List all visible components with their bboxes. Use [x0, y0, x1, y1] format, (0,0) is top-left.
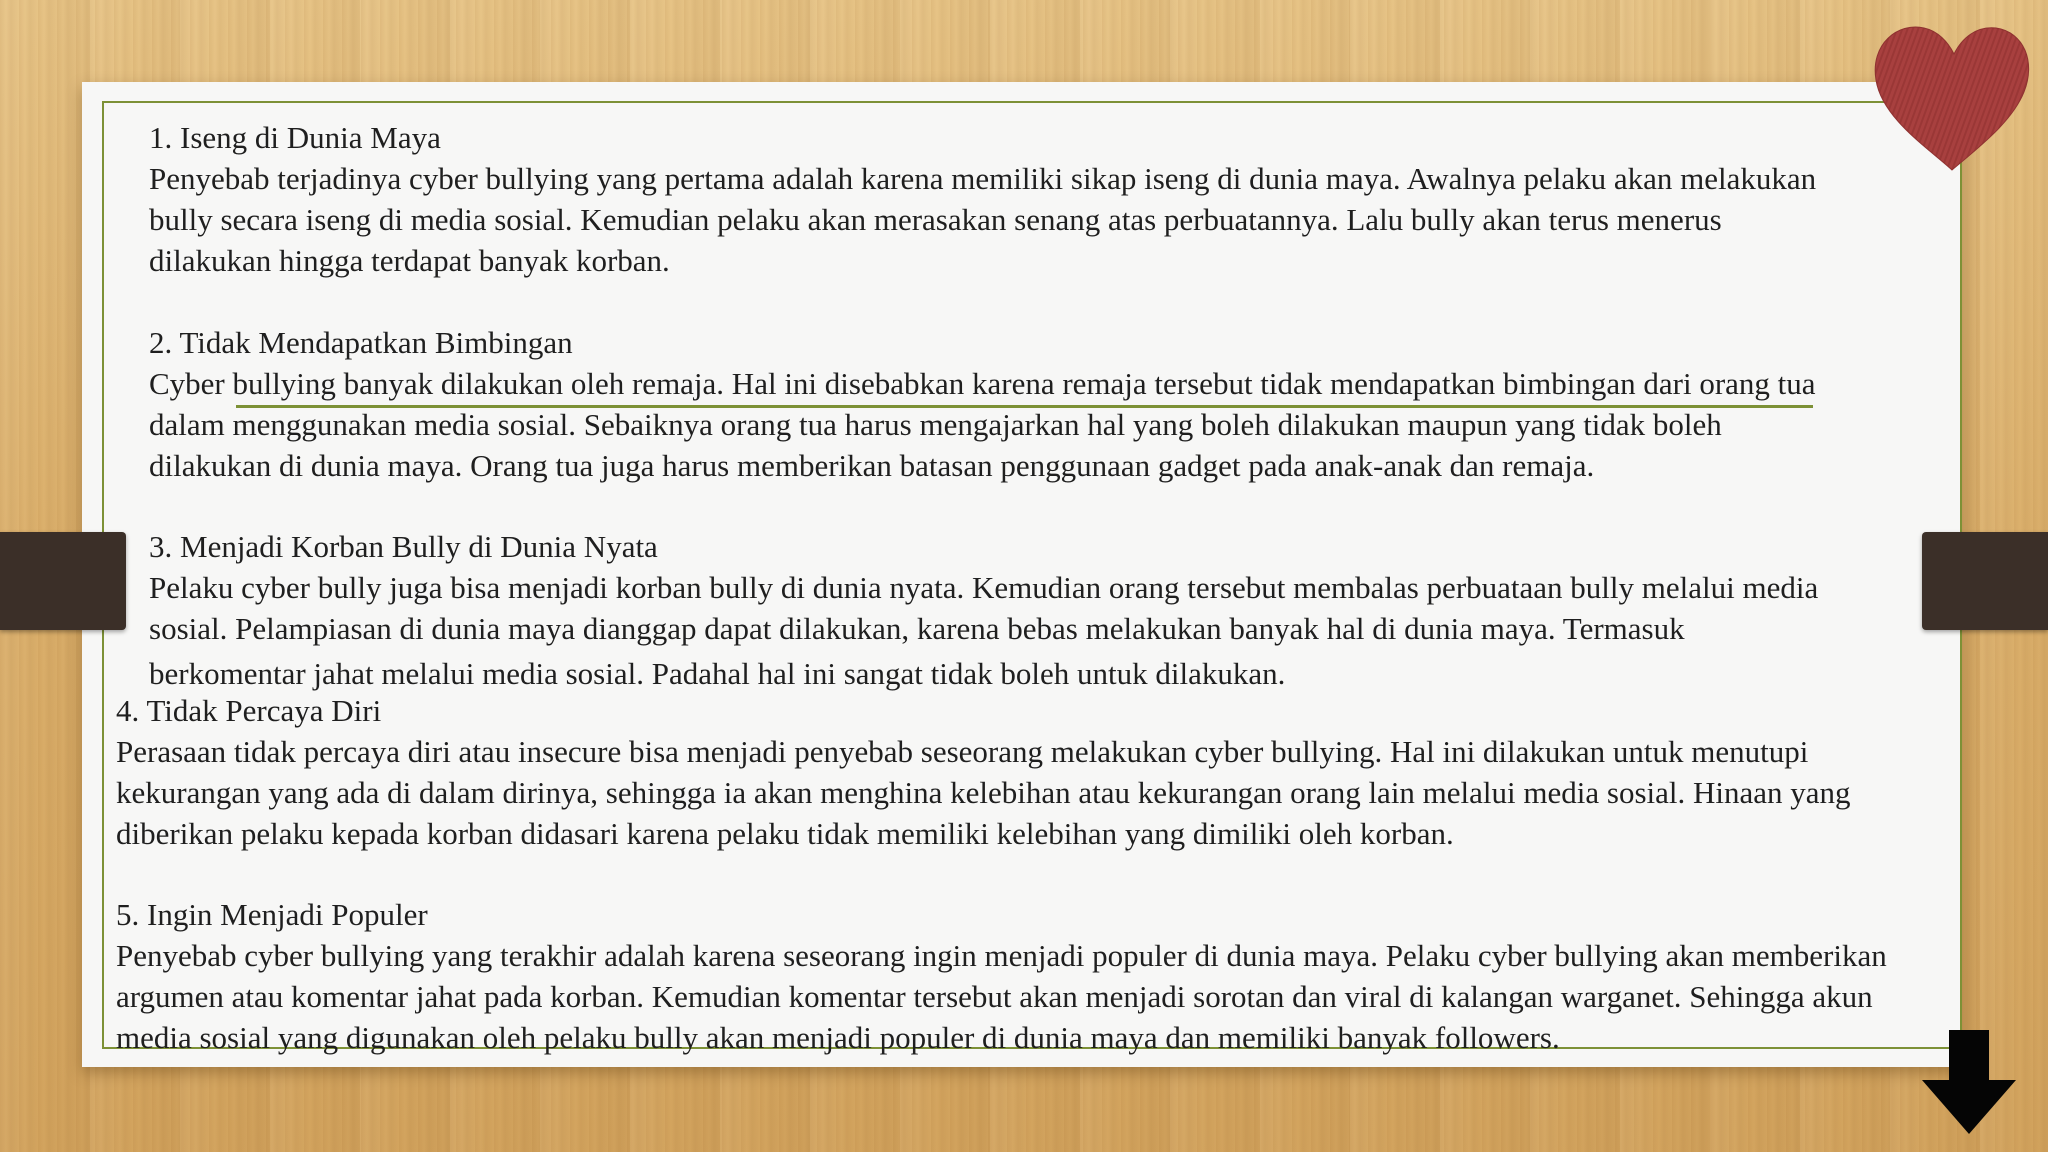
- section-1: [149, 117, 1816, 281]
- section-heading: 2. Tidak Mendapatkan Bimbingan: [149, 325, 573, 360]
- section-heading: 3. Menjadi Korban Bully di Dunia Nyata: [149, 529, 658, 564]
- left-strap: [0, 532, 126, 630]
- section-line: diberikan pelaku kepada korban didasari karena pelaku tidak memiliki kelebihan yang dimiliki oleh korban.: [116, 816, 1454, 851]
- section-line: Penyebab cyber bullying yang terakhir adalah karena seseorang ingin menjadi populer di dunia maya. Pelaku cyber bullying akan memberikan: [116, 938, 1887, 973]
- section-line: dilakukan di dunia maya. Orang tua juga harus memberikan batasan penggunaan gadget pada anak-anak dan remaja.: [149, 448, 1595, 483]
- section-line: dilakukan hingga terdapat banyak korban.: [149, 243, 670, 278]
- section-line: Pelaku cyber bully juga bisa menjadi korban bully di dunia nyata. Kemudian orang tersebut membalas perbuataan bully melalui media: [149, 570, 1819, 605]
- section-heading: 1. Iseng di Dunia Maya: [149, 120, 441, 155]
- section-line: Perasaan tidak percaya diri atau insecure bisa menjadi penyebab seseorang melakukan cyber bullying. Hal ini dilakukan untuk menutupi: [116, 734, 1809, 769]
- section-line: berkomentar jahat melalui media sosial. Padahal hal ini sangat tidak boleh untuk dilakukan.: [149, 656, 1286, 691]
- section-2: [149, 322, 1816, 486]
- section-line: Penyebab terjadinya cyber bullying yang pertama adalah karena memiliki sikap iseng di dunia maya. Awalnya pelaku akan melakukan: [149, 161, 1817, 196]
- section-line: sosial. Pelampiasan di dunia maya dianggap dapat dilakukan, karena bebas melakukan banyak hal di dunia maya. Termasuk: [149, 611, 1685, 646]
- section-line: kekurangan yang ada di dalam dirinya, sehingga ia akan menghina kelebihan atau kekurangan orang lain melalui media sosial. Hinaan yang: [116, 775, 1851, 810]
- section-line: media sosial yang digunakan oleh pelaku bully akan menjadi populer di dunia maya dan memiliki banyak followers.: [116, 1020, 1560, 1055]
- section-line: argumen atau komentar jahat pada korban. Kemudian komentar tersebut akan menjadi sorotan dan viral di kalangan warganet. Sehingga akun: [116, 979, 1873, 1014]
- section-heading: 5. Ingin Menjadi Populer: [116, 897, 428, 932]
- arrow-down-icon[interactable]: [1920, 1030, 2018, 1136]
- section-line: bully secara iseng di media sosial. Kemudian pelaku akan merasakan senang atas perbuatannya. Lalu bully akan terus menerus: [149, 202, 1722, 237]
- right-strap: [1922, 532, 2048, 630]
- heart-icon: [1868, 18, 2036, 178]
- section-line: dalam menggunakan media sosial. Sebaiknya orang tua harus mengajarkan hal yang boleh dilakukan maupun yang tidak boleh: [149, 407, 1722, 442]
- section-3: [149, 526, 1818, 694]
- section-4: [116, 690, 1851, 854]
- section-heading: 4. Tidak Percaya Diri: [116, 693, 382, 728]
- section-line: Cyber bullying banyak dilakukan oleh remaja. Hal ini disebabkan karena remaja tersebut tidak mendapatkan bimbingan dari orang tua: [149, 366, 1816, 401]
- section-5: [116, 894, 1887, 1058]
